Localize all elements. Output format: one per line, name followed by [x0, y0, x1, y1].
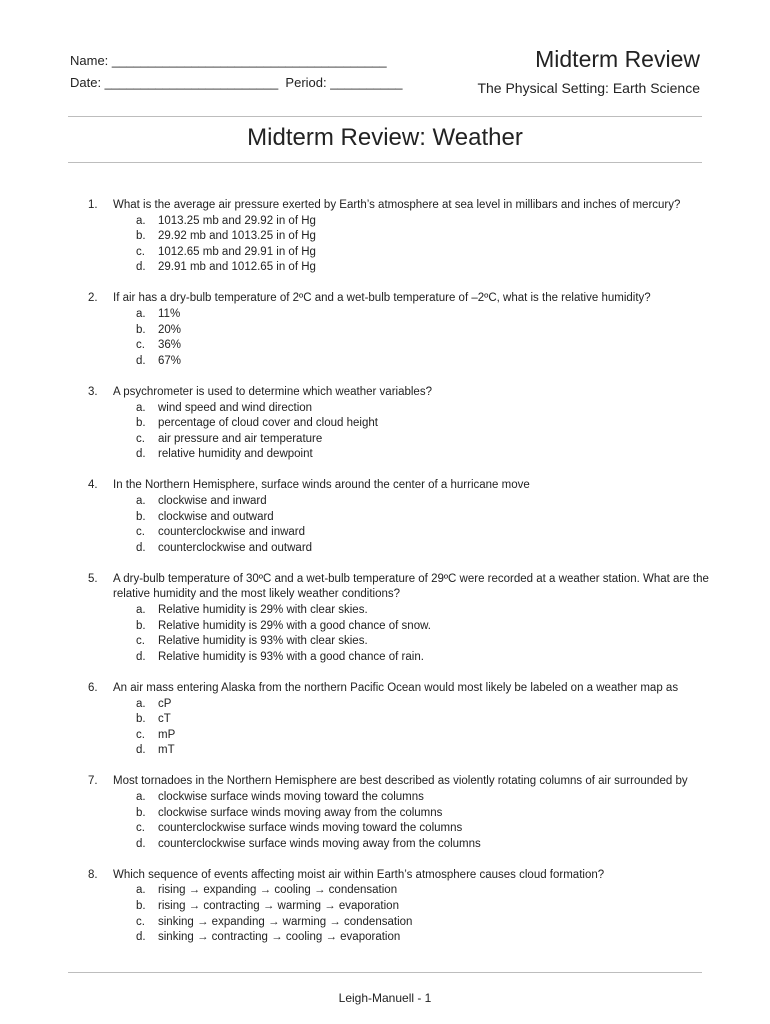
answer-option — [80, 401, 730, 417]
answer-option — [80, 930, 730, 946]
answer-option — [80, 214, 730, 230]
option-letter: c. — [136, 339, 145, 352]
question-row — [80, 868, 730, 884]
name-field: Name: ______________________________________ — [70, 53, 387, 68]
option-letter: d. — [136, 744, 146, 757]
option-letter: c. — [136, 915, 145, 928]
question-2 — [80, 291, 730, 369]
answer-option — [80, 447, 730, 463]
option-letter: a. — [136, 604, 146, 617]
option-letter: d. — [136, 541, 146, 554]
option-letter: a. — [136, 697, 146, 710]
option-text: mT — [158, 744, 175, 757]
answer-option — [80, 790, 730, 806]
option-letter: b. — [136, 713, 146, 726]
student-info — [70, 52, 403, 96]
question-text: Which sequence of events affecting moist air within Earth’s atmosphere causes cloud formation? — [113, 868, 605, 881]
option-letter: d. — [136, 837, 146, 850]
question-1 — [80, 198, 730, 276]
question-4 — [80, 478, 730, 556]
answer-option — [80, 712, 730, 728]
question-number: 5. — [88, 572, 98, 585]
question-number: 6. — [88, 681, 98, 694]
answer-option — [80, 323, 730, 339]
question-row — [80, 681, 730, 697]
question-list — [80, 198, 730, 961]
answer-option — [80, 525, 730, 541]
question-number: 1. — [88, 199, 98, 211]
answer-option — [80, 354, 730, 370]
option-letter: c. — [136, 635, 145, 648]
option-letter: d. — [136, 448, 146, 461]
question-number: 3. — [88, 385, 98, 398]
option-text: 29.92 mb and 1013.25 in of Hg — [158, 230, 316, 243]
question-number: 2. — [88, 292, 98, 305]
divider-bottom — [68, 972, 702, 973]
option-letter: c. — [136, 526, 145, 539]
question-number: 8. — [88, 868, 98, 881]
option-letter: d. — [136, 261, 146, 274]
answer-option — [80, 650, 730, 666]
question-text: If air has a dry-bulb temperature of 2ºC and a wet-bulb temperature of –2ºC, what is the relative humidity? — [113, 292, 651, 305]
answer-option — [80, 821, 730, 837]
answer-option — [80, 494, 730, 510]
answer-option — [80, 416, 730, 432]
option-text: clockwise and outward — [158, 510, 274, 523]
question-text: An air mass entering Alaska from the northern Pacific Ocean would most likely be labeled on a weather map as — [113, 681, 679, 694]
option-text: 11% — [158, 308, 181, 321]
option-letter: a. — [136, 884, 146, 897]
question-8 — [80, 868, 730, 946]
option-letter: b. — [136, 806, 146, 819]
option-text: clockwise and inward — [158, 495, 267, 507]
option-letter: d. — [136, 354, 146, 367]
option-letter: b. — [136, 510, 146, 523]
option-text: mP — [158, 728, 176, 741]
option-text: percentage of cloud cover and cloud height — [158, 417, 378, 430]
option-text: rising → contracting → warming → evaporation — [158, 900, 399, 913]
answer-option — [80, 697, 730, 713]
option-letter: a. — [136, 401, 146, 414]
option-text: cP — [158, 697, 172, 710]
question-row — [80, 291, 730, 307]
option-text: 1013.25 mb and 29.92 in of Hg — [158, 214, 316, 227]
answer-option — [80, 432, 730, 448]
option-text: relative humidity and dewpoint — [158, 448, 313, 461]
question-6 — [80, 681, 730, 759]
answer-option — [80, 603, 730, 619]
question-row — [80, 198, 730, 214]
option-letter: d. — [136, 650, 146, 663]
answer-option — [80, 728, 730, 744]
option-text: 36% — [158, 339, 182, 352]
option-text: counterclockwise surface winds moving away from the columns — [158, 837, 481, 850]
option-text: rising → expanding → cooling → condensation — [158, 884, 398, 897]
question-text: What is the average air pressure exerted by Earth’s atmosphere at sea level in millibars and inches of mercury? — [113, 199, 681, 211]
option-letter: b. — [136, 900, 146, 913]
question-number: 7. — [88, 775, 98, 788]
option-text: wind speed and wind direction — [158, 401, 313, 414]
answer-option — [80, 883, 730, 899]
option-text: Relative humidity is 93% with a good chance of rain. — [158, 650, 424, 663]
question-text: In the Northern Hemisphere, surface winds around the center of a hurricane move — [113, 479, 530, 492]
answer-option — [80, 619, 730, 635]
option-letter: a. — [136, 791, 146, 803]
question-row — [80, 385, 730, 401]
answer-option — [80, 307, 730, 323]
answer-option — [80, 510, 730, 526]
option-letter: c. — [136, 822, 145, 835]
option-text: counterclockwise and outward — [158, 541, 313, 554]
section-title: Midterm Review: Weather — [247, 124, 523, 151]
answer-option — [80, 229, 730, 245]
option-letter: a. — [136, 214, 146, 227]
option-letter: b. — [136, 417, 146, 430]
option-letter: c. — [136, 432, 145, 445]
option-letter: b. — [136, 323, 146, 336]
option-text: clockwise surface winds moving toward the columns — [158, 791, 424, 803]
option-letter: d. — [136, 931, 146, 944]
option-letter: c. — [136, 245, 145, 258]
divider-below-title — [68, 162, 702, 163]
question-5 — [80, 572, 730, 666]
answer-option — [80, 743, 730, 759]
date-period-field: Date: ________________________ Period: __________ — [70, 75, 403, 90]
option-text: sinking → contracting → cooling → evaporation — [158, 931, 401, 944]
question-text: A psychrometer is used to determine which weather variables? — [113, 385, 432, 398]
question-text: A dry-bulb temperature of 30ºC and a wet-bulb temperature of 29ºC were recorded at a weather station. What are the relative humidity and the most likely weather conditions? — [113, 572, 713, 601]
option-text: 67% — [158, 354, 182, 367]
option-letter: b. — [136, 619, 146, 632]
question-3 — [80, 385, 730, 463]
question-text: Most tornadoes in the Northern Hemisphere are best described as violently rotating columns of air surrounded by — [113, 775, 688, 788]
option-text: 1012.65 mb and 29.91 in of Hg — [158, 245, 316, 258]
document-title: Midterm Review — [535, 46, 700, 72]
answer-option — [80, 260, 730, 276]
answer-option — [80, 915, 730, 931]
option-letter: a. — [136, 308, 146, 321]
question-number: 4. — [88, 479, 98, 492]
divider-top — [68, 116, 702, 117]
question-7 — [80, 774, 730, 852]
option-text: Relative humidity is 29% with clear skies. — [158, 604, 368, 617]
option-text: counterclockwise and inward — [158, 526, 306, 539]
answer-option — [80, 634, 730, 650]
question-row — [80, 478, 730, 494]
answer-option — [80, 899, 730, 915]
page-footer: Leigh-Manuell - 1 — [338, 991, 432, 1005]
option-text: air pressure and air temperature — [158, 432, 323, 445]
question-row — [80, 572, 730, 603]
option-letter: a. — [136, 495, 146, 507]
option-text: cT — [158, 713, 171, 726]
option-text: 20% — [158, 323, 182, 336]
option-text: Relative humidity is 93% with clear skies. — [158, 635, 368, 648]
answer-option — [80, 837, 730, 853]
answer-option — [80, 806, 730, 822]
option-letter: b. — [136, 230, 146, 243]
document-subtitle: The Physical Setting: Earth Science — [477, 80, 700, 96]
option-letter: c. — [136, 728, 145, 741]
option-text: 29.91 mb and 1012.65 in of Hg — [158, 261, 316, 274]
answer-option — [80, 541, 730, 557]
option-text: Relative humidity is 29% with a good chance of snow. — [158, 619, 431, 632]
option-text: sinking → expanding → warming → condensation — [158, 915, 413, 928]
answer-option — [80, 338, 730, 354]
option-text: clockwise surface winds moving away from the columns — [158, 806, 443, 819]
answer-option — [80, 245, 730, 261]
option-text: counterclockwise surface winds moving toward the columns — [158, 822, 463, 835]
question-row — [80, 774, 730, 790]
